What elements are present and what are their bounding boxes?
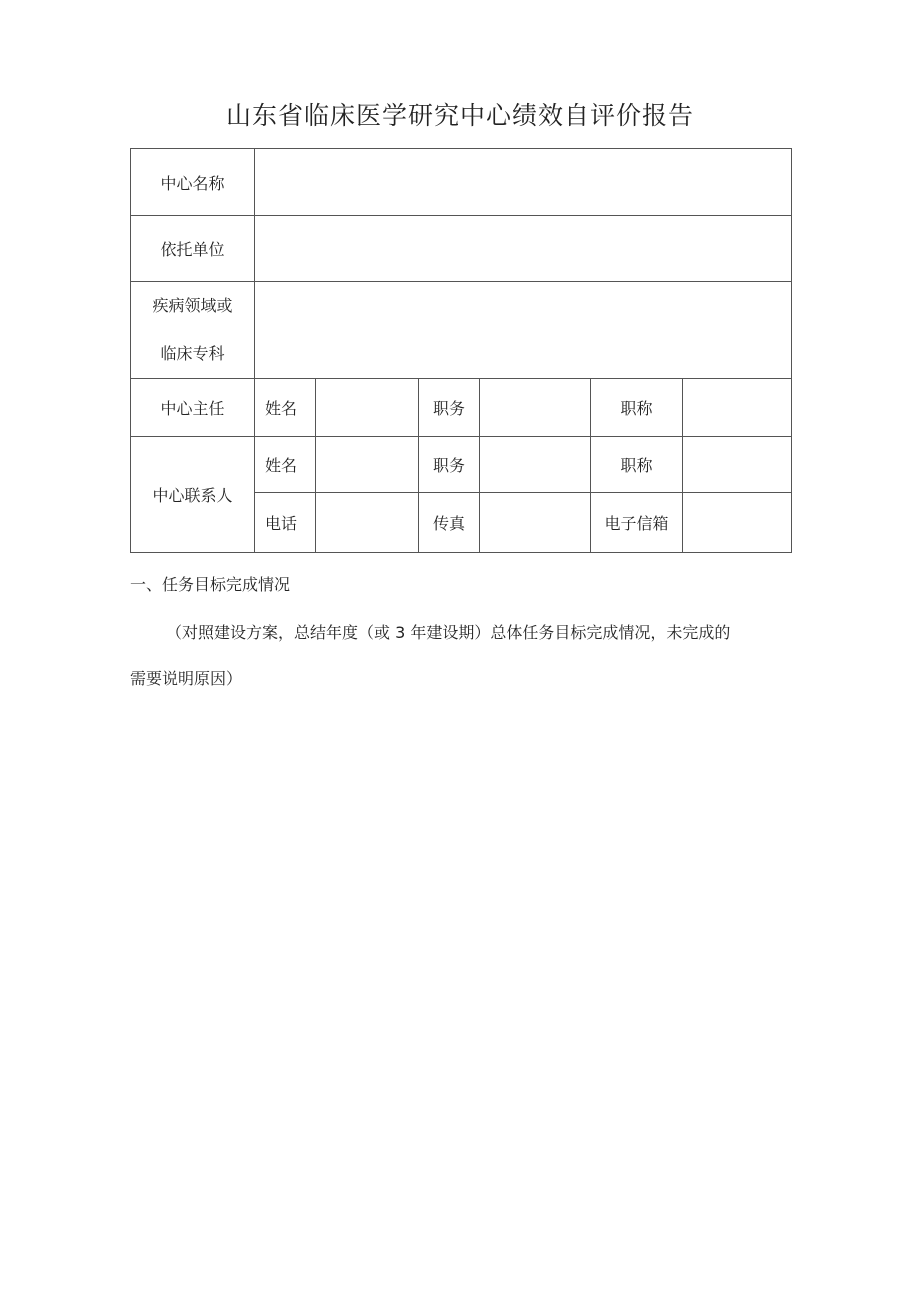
director-position-label: 职务	[419, 379, 480, 437]
section-instruction-line1: （对照建设方案，总结年度（或 3 年建设期）总体任务目标完成情况，未完成的	[166, 623, 731, 642]
center-name-field[interactable]	[255, 149, 792, 216]
contact-position-label: 职务	[419, 437, 480, 493]
contact-position-field[interactable]	[480, 437, 591, 493]
row-contact-1	[131, 437, 792, 493]
disease-field-input[interactable]	[255, 282, 792, 379]
row-center-name	[131, 149, 792, 216]
director-title-field[interactable]	[683, 379, 792, 437]
contact-name-field[interactable]	[316, 437, 419, 493]
section-heading-task-goals: 一、任务目标完成情况	[130, 575, 291, 594]
section-instruction-line2: 需要说明原因）	[130, 669, 243, 688]
disease-label-line1: 疾病领域或	[152, 296, 233, 315]
contact-phone-label: 电话	[255, 493, 316, 553]
contact-email-label: 电子信箱	[591, 493, 683, 553]
row-host-unit	[131, 216, 792, 282]
center-name-label: 中心名称	[131, 149, 255, 216]
contact-title-label: 职称	[591, 437, 683, 493]
contact-name-label: 姓名	[255, 437, 316, 493]
contact-fax-label: 传真	[419, 493, 480, 553]
director-name-field[interactable]	[316, 379, 419, 437]
disease-field-label	[131, 282, 255, 379]
contact-fax-field[interactable]	[480, 493, 591, 553]
host-unit-label: 依托单位	[131, 216, 255, 282]
host-unit-field[interactable]	[255, 216, 792, 282]
contact-label: 中心联系人	[131, 437, 255, 553]
director-position-field[interactable]	[480, 379, 591, 437]
document-title: 山东省临床医学研究中心绩效自评价报告	[225, 101, 694, 130]
director-name-label: 姓名	[255, 379, 316, 437]
contact-email-field[interactable]	[683, 493, 792, 553]
row-disease-field	[131, 282, 792, 379]
contact-phone-field[interactable]	[316, 493, 419, 553]
director-title-label: 职称	[591, 379, 683, 437]
center-info-table	[130, 148, 792, 553]
director-label: 中心主任	[131, 379, 255, 437]
disease-label-line2: 临床专科	[160, 344, 225, 363]
contact-title-field[interactable]	[683, 437, 792, 493]
row-director	[131, 379, 792, 437]
